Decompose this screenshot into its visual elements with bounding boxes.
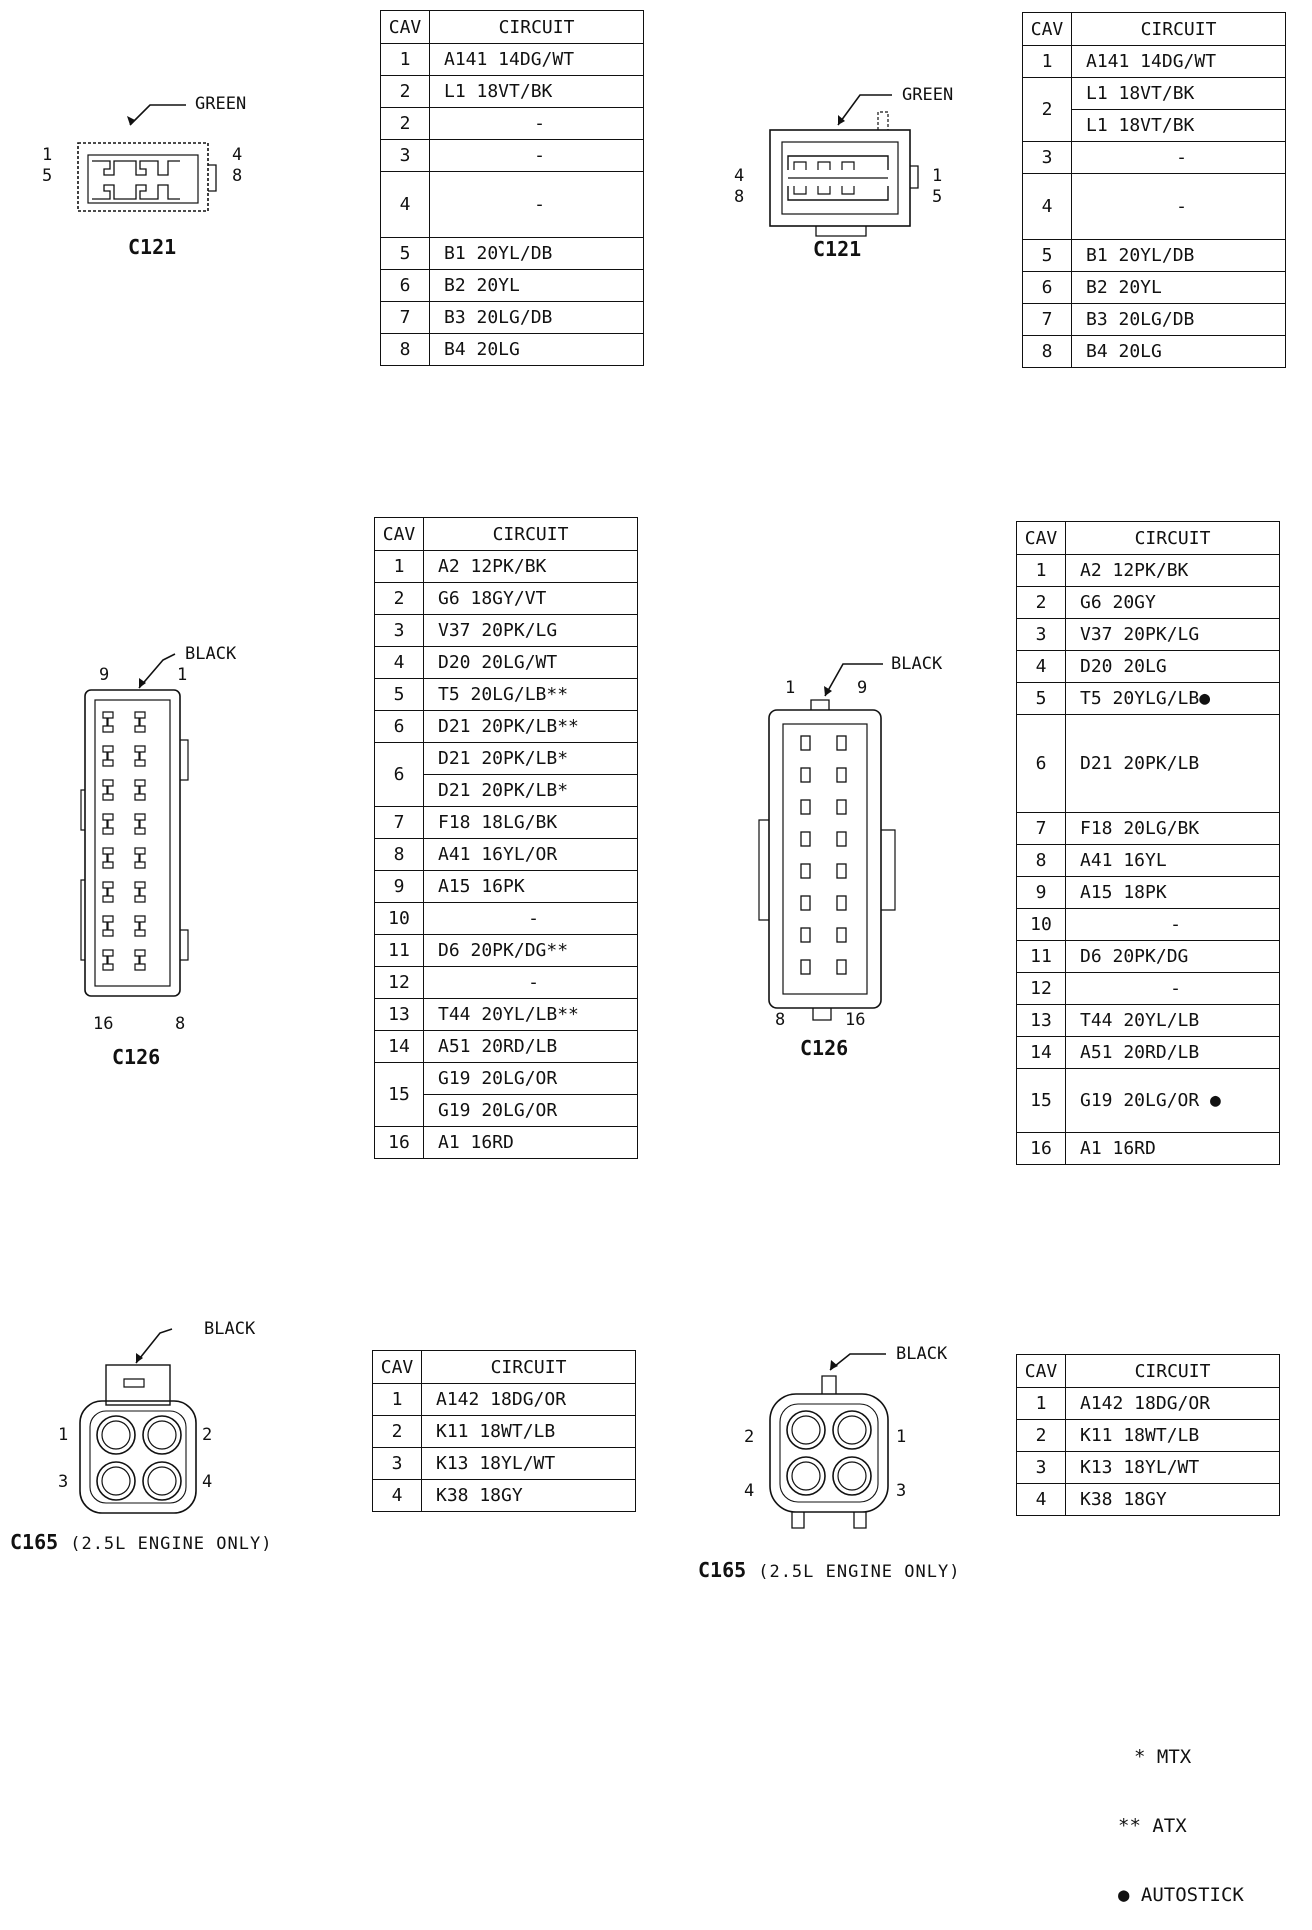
- c165-left-name: C165 (2.5L ENGINE ONLY): [10, 1530, 273, 1554]
- legend-atx: ** ATX: [1118, 1815, 1187, 1837]
- table-row: 1 A142 18DG/OR: [1017, 1388, 1280, 1420]
- c165-left-note: (2.5L ENGINE ONLY): [70, 1534, 273, 1554]
- c165-right-pin-2: 2: [744, 1427, 755, 1447]
- table-row: 8 B4 20LG: [381, 334, 644, 366]
- table-row: 7 B3 20LG/DB: [381, 302, 644, 334]
- table-row: 3 V37 20PK/LG: [1017, 619, 1280, 651]
- cav-header: CAV: [381, 11, 430, 44]
- table-row: D21 20PK/LB*: [375, 775, 638, 807]
- table-row: 13 T44 20YL/LB: [1017, 1005, 1280, 1037]
- table-row: 2 G6 20GY: [1017, 587, 1280, 619]
- c126-right-pin-16: 16: [845, 1010, 866, 1030]
- table-row: 11 D6 20PK/DG: [1017, 941, 1280, 973]
- c165-right-pin-3: 3: [896, 1481, 907, 1501]
- table-row: 11 D6 20PK/DG**: [375, 935, 638, 967]
- table-row: 16 A1 16RD: [1017, 1133, 1280, 1165]
- circuit-header: CIRCUIT: [1072, 13, 1286, 46]
- c121-right-texts: [730, 80, 990, 255]
- table-row: 3 -: [1023, 142, 1286, 174]
- c165-left-color-label: BLACK: [204, 1319, 256, 1339]
- c165-right-color-label: BLACK: [896, 1344, 948, 1364]
- c165-right-name: C165 (2.5L ENGINE ONLY): [698, 1558, 961, 1582]
- circuit-header: CIRCUIT: [1066, 1355, 1280, 1388]
- c121-left-pin-4: 4: [232, 145, 243, 165]
- table-row: 1 A142 18DG/OR: [373, 1384, 636, 1416]
- cav-header: CAV: [1017, 522, 1066, 555]
- table-row: 3 V37 20PK/LG: [375, 615, 638, 647]
- table-row: 14 A51 20RD/LB: [1017, 1037, 1280, 1069]
- c165-right-pin-1: 1: [896, 1427, 907, 1447]
- c126-left-pin-1: 1: [177, 665, 188, 685]
- table-row: 9 A15 18PK: [1017, 877, 1280, 909]
- table-row: 10 -: [375, 903, 638, 935]
- table-row: 4 D20 20LG/WT: [375, 647, 638, 679]
- table-row: 4 D20 20LG: [1017, 651, 1280, 683]
- table-row: G19 20LG/OR: [375, 1095, 638, 1127]
- c165-right-pin-4: 4: [744, 1481, 755, 1501]
- table-row: L1 18VT/BK: [1023, 110, 1286, 142]
- table-row: 13 T44 20YL/LB**: [375, 999, 638, 1031]
- table-row: 6 B2 20YL: [1023, 272, 1286, 304]
- c165-right-note: (2.5L ENGINE ONLY): [758, 1562, 961, 1582]
- table-row: 14 A51 20RD/LB: [375, 1031, 638, 1063]
- c121-left-color-label: GREEN: [195, 94, 247, 114]
- table-row: 8 A41 16YL/OR: [375, 839, 638, 871]
- table-row: 7 F18 20LG/BK: [1017, 813, 1280, 845]
- c126-right-pin-9: 9: [857, 678, 868, 698]
- c121-left-pin-1: 1: [42, 145, 53, 165]
- table-row: 7 B3 20LG/DB: [1023, 304, 1286, 336]
- legend-mtx: * MTX: [1134, 1746, 1192, 1768]
- table-row: 5 T5 20YLG/LB●: [1017, 683, 1280, 715]
- c165-left-pin-3: 3: [58, 1472, 69, 1492]
- c126-left-pin-9: 9: [99, 665, 110, 685]
- c121-right-pin-1: 1: [932, 166, 943, 186]
- table-row: 2 G6 18GY/VT: [375, 583, 638, 615]
- c121-left-texts: [40, 95, 300, 225]
- c126-right-pin-table: [1016, 521, 1280, 1165]
- c165-left-texts: [40, 1315, 320, 1525]
- c126-right-color-label: BLACK: [891, 654, 943, 674]
- table-row: 3 K13 18YL/WT: [373, 1448, 636, 1480]
- c126-left-pin-16: 16: [93, 1014, 114, 1034]
- table-row: 4 K38 18GY: [373, 1480, 636, 1512]
- table-row: 8 B4 20LG: [1023, 336, 1286, 368]
- table-row: 4 K38 18GY: [1017, 1484, 1280, 1516]
- table-row: 3 -: [381, 140, 644, 172]
- c126-left-color-label: BLACK: [185, 644, 237, 664]
- table-row: 1 A141 14DG/WT: [381, 44, 644, 76]
- table-row: 15 G19 20LG/OR ●: [1017, 1069, 1280, 1133]
- cav-header: CAV: [1023, 13, 1072, 46]
- c121-left-name: C121: [128, 235, 177, 259]
- table-row: 6 D21 20PK/LB*: [375, 743, 638, 775]
- c121-left-pin-table: [380, 10, 644, 366]
- c121-right-pin-table: [1022, 12, 1286, 368]
- c165-left-pin-1: 1: [58, 1425, 69, 1445]
- cav-header: CAV: [375, 518, 424, 551]
- table-row: 15 G19 20LG/OR: [375, 1063, 638, 1095]
- table-row: 5 B1 20YL/DB: [1023, 240, 1286, 272]
- c121-right-pin-4: 4: [734, 166, 745, 186]
- table-row: 1 A2 12PK/BK: [375, 551, 638, 583]
- c165-right-pin-table: [1016, 1354, 1280, 1516]
- table-row: 10 -: [1017, 909, 1280, 941]
- table-row: 5 B1 20YL/DB: [381, 238, 644, 270]
- c121-right-color-label: GREEN: [902, 85, 954, 105]
- c165-left-pin-2: 2: [202, 1425, 213, 1445]
- c165-right-texts: [730, 1340, 1000, 1550]
- table-row: 8 A41 16YL: [1017, 845, 1280, 877]
- c121-right-pin-5: 5: [932, 187, 943, 207]
- table-row: 4 -: [381, 172, 644, 238]
- table-row: 12 -: [375, 967, 638, 999]
- c126-left-texts: [75, 640, 315, 1040]
- table-row: 2 L1 18VT/BK: [1023, 78, 1286, 110]
- table-row: 12 -: [1017, 973, 1280, 1005]
- table-row: 6 B2 20YL: [381, 270, 644, 302]
- legend: [1118, 1700, 1244, 1930]
- circuit-header: CIRCUIT: [1066, 522, 1280, 555]
- c126-left-pin-table: [374, 517, 638, 1159]
- c126-left-pin-8: 8: [175, 1014, 186, 1034]
- table-row: 2 -: [381, 108, 644, 140]
- c126-right-texts: [745, 650, 985, 1045]
- legend-autostick: ● AUTOSTICK: [1118, 1884, 1244, 1906]
- table-row: 2 K11 18WT/LB: [373, 1416, 636, 1448]
- c121-left-pin-8: 8: [232, 166, 243, 186]
- c126-right-pin-1: 1: [785, 678, 796, 698]
- table-row: 4 -: [1023, 174, 1286, 240]
- table-row: 2 K11 18WT/LB: [1017, 1420, 1280, 1452]
- c121-right-pin-8: 8: [734, 187, 745, 207]
- c126-right-pin-8: 8: [775, 1010, 786, 1030]
- circuit-header: CIRCUIT: [422, 1351, 636, 1384]
- table-row: 1 A141 14DG/WT: [1023, 46, 1286, 78]
- table-row: 2 L1 18VT/BK: [381, 76, 644, 108]
- table-row: 1 A2 12PK/BK: [1017, 555, 1280, 587]
- table-row: 6 D21 20PK/LB: [1017, 715, 1280, 813]
- cav-header: CAV: [373, 1351, 422, 1384]
- circuit-header: CIRCUIT: [424, 518, 638, 551]
- table-row: 7 F18 18LG/BK: [375, 807, 638, 839]
- circuit-header: CIRCUIT: [430, 11, 644, 44]
- c165-left-pin-4: 4: [202, 1472, 213, 1492]
- table-row: 6 D21 20PK/LB**: [375, 711, 638, 743]
- c165-left-pin-table: [372, 1350, 636, 1512]
- table-row: 16 A1 16RD: [375, 1127, 638, 1159]
- c126-left-name: C126: [112, 1045, 161, 1069]
- c121-left-pin-5: 5: [42, 166, 53, 186]
- table-row: 9 A15 16PK: [375, 871, 638, 903]
- cav-header: CAV: [1017, 1355, 1066, 1388]
- c126-right-name: C126: [800, 1036, 849, 1060]
- c121-right-name: C121: [813, 237, 862, 261]
- table-row: 3 K13 18YL/WT: [1017, 1452, 1280, 1484]
- table-row: 5 T5 20LG/LB**: [375, 679, 638, 711]
